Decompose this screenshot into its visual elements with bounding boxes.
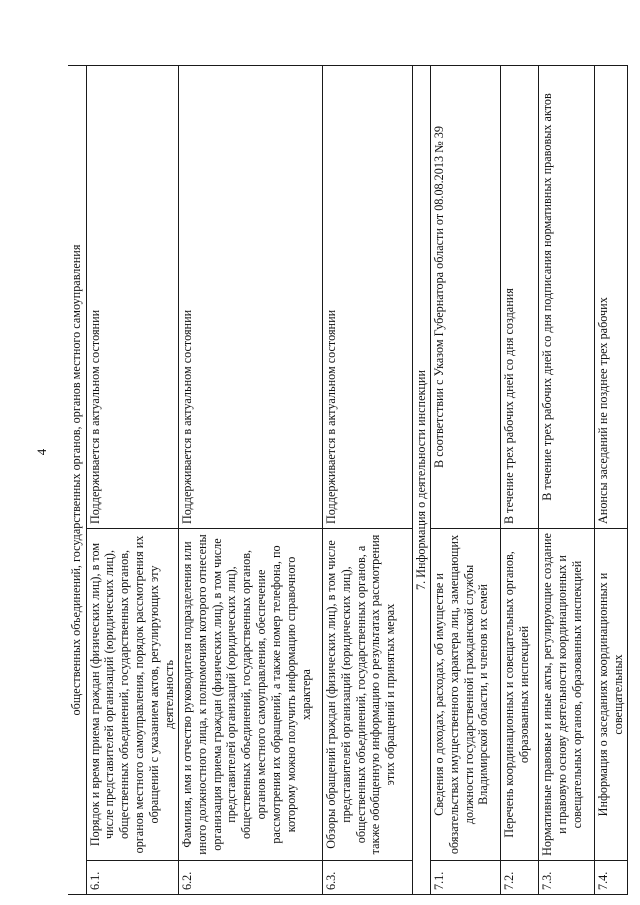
document-table [68,65,628,895]
section-7-header-row [412,66,430,895]
section-6-header-row [68,66,86,895]
row-term: Поддерживается в актуальном состоянии [178,66,322,529]
row-number: 7.2. [500,861,538,895]
row-name: Фамилия, имя и отчество руководителя подразделения или иного должностного лица, к полномочиям которого отнесены организация приема граждан (физических лиц), в том числе представителей организаций (юридических лиц), общественных объединений, государственных органов, органов местного самоуправления, обеспечение рассмотрения их обращений, а также номер телефона, по которому можно получить информацию справочного характера [178,529,322,861]
row-term: Анонсы заседаний не позднее трех рабочих [594,66,627,529]
table-row [538,66,594,895]
row-name: Порядок и время приема граждан (физических лиц), в том числе представителей организаций (юридических лиц), общественных объединений, государственных органов, органов местного самоуправления, порядок рассмотрения их обращений с указанием актов, регулирующих эту деятельность [86,529,178,861]
row-name: Обзоры обращений граждан (физических лиц), в том числе представителей организаций (юридических лиц), общественных объединений, государственных органов, а также обобщенную информацию о результатах рассмотрения этих обращений и принятых мерах [322,529,412,861]
table-row [322,66,412,895]
table-row [178,66,322,895]
table-row [86,66,178,895]
row-term: В соответствии с Указом Губернатора области от 08.08.2013 № 39 [430,66,500,529]
section-6-title: общественных объединений, государственных органов, органов местного самоуправления [68,66,86,895]
section-7-title: 7. Информация о деятельности инспекции [412,66,430,895]
row-number: 6.1. [86,861,178,895]
table-row [500,66,538,895]
row-term: В течение трех рабочих дней со дня создания [500,66,538,529]
row-number: 6.3. [322,861,412,895]
row-name: Перечень координационных и совещательных органов, образованных инспекцией [500,529,538,861]
row-term: Поддерживается в актуальном состоянии [86,66,178,529]
row-number: 6.2. [178,861,322,895]
row-number: 7.1. [430,861,500,895]
rotated-document [68,65,625,895]
row-name: Информация о заседаниях координационных и совещательных [594,529,627,861]
table-row [430,66,500,895]
table-row [594,66,627,895]
row-number: 7.4. [594,861,627,895]
row-name: Сведения о доходах, расходах, об имуществе и обязательствах имущественного характера лиц, замещающих должности государственной гражданской службы Владимирской области, и членов их семей [430,529,500,861]
page-number: 4 [34,448,49,456]
row-term: В течение трех рабочих дней со дня подписания нормативных правовых актов [538,66,594,529]
row-name: Нормативные правовые и иные акты, регулирующие создание и правовую основу деятельности координационных и совещательных органов, образованных инспекцией [538,529,594,861]
row-number: 7.3. [538,861,594,895]
row-term: Поддерживается в актуальном состоянии [322,66,412,529]
